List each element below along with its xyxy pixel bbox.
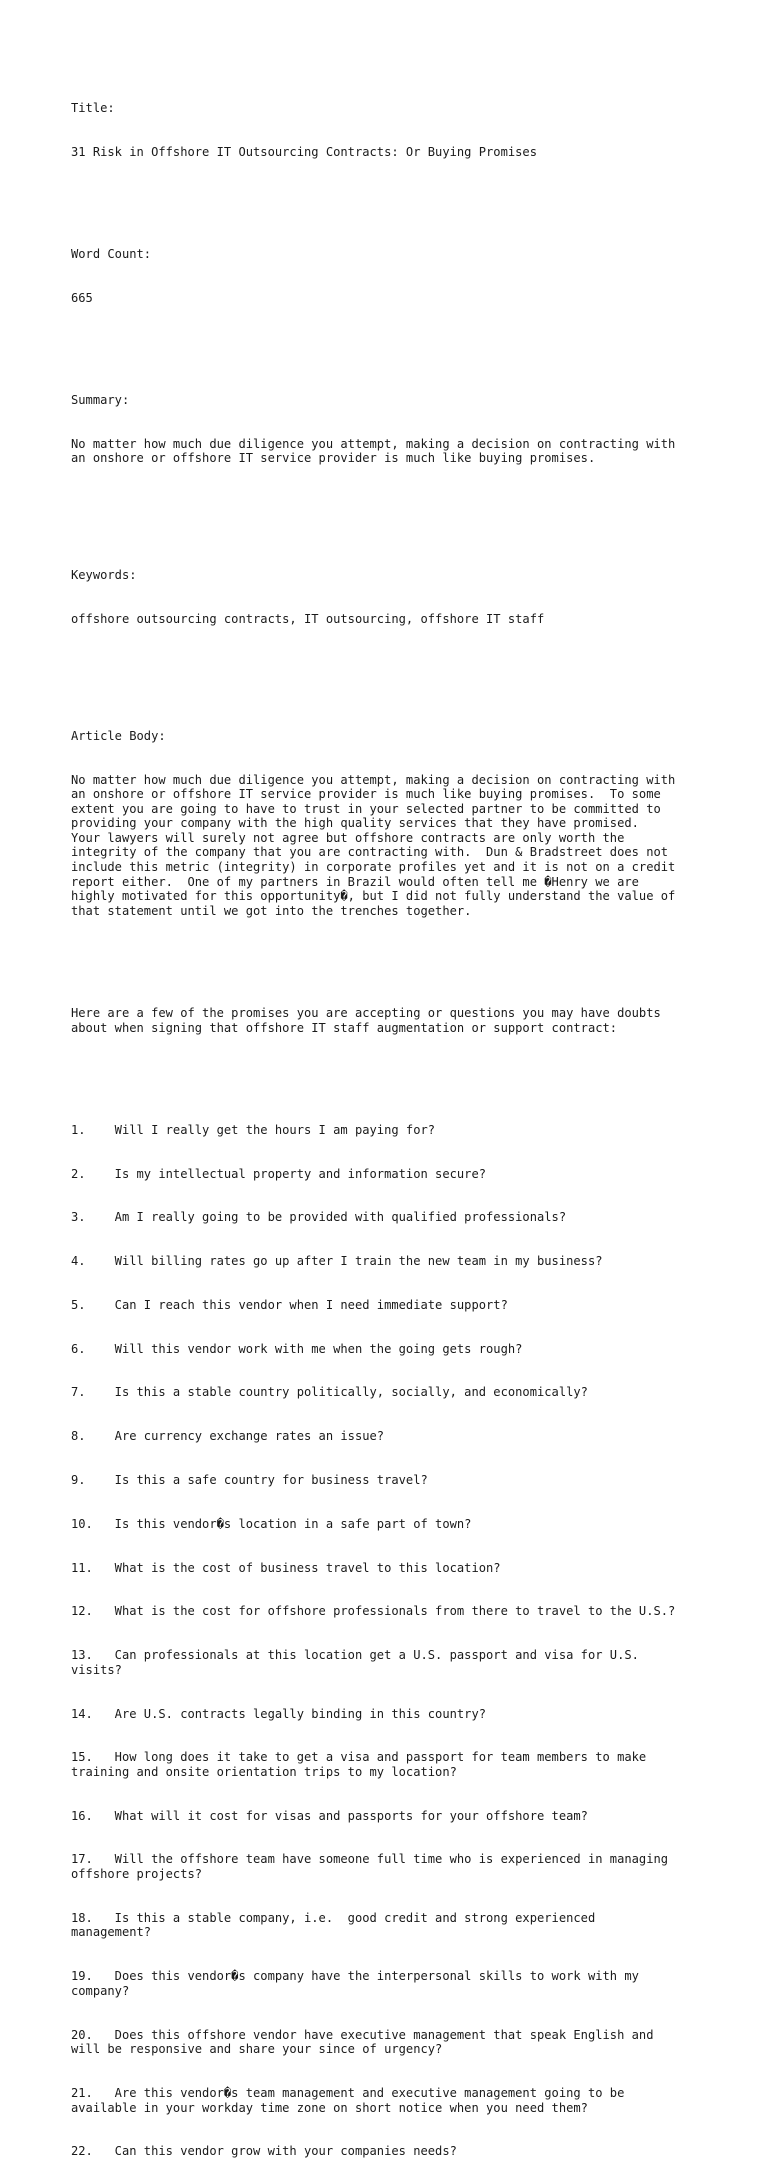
keywords-label: Keywords: bbox=[71, 568, 137, 583]
question-item: 9. Is this a safe country for business travel? bbox=[71, 1473, 428, 1487]
question-item: 6. Will this vendor work with me when the going gets rough? bbox=[71, 1341, 523, 1356]
question-item: 13. Can professionals at this location get a U.S. passport and visa for U.S. visits? bbox=[71, 1648, 639, 1677]
question-item: 18. Is this a stable company, i.e. good credit and strong experienced management? bbox=[71, 1910, 596, 1940]
question-item: 22. Can this vendor grow with your companies needs? bbox=[71, 2144, 457, 2159]
title-label: Title: bbox=[71, 101, 115, 116]
question-item: 16. What will it cost for visas and passports for your offshore team? bbox=[71, 1808, 588, 1823]
question-item: 11. What is the cost of business travel to this location? bbox=[71, 1560, 501, 1575]
question-item: 15. How long does it take to get a visa and passport for team members to make training and onsite orientation trips to my location? bbox=[71, 1750, 647, 1779]
question-item: 2. Is my intellectual property and information secure? bbox=[71, 1166, 487, 1181]
keywords-text: offshore outsourcing contracts, IT outsourcing, offshore IT staff bbox=[71, 611, 545, 626]
word-count-value: 665 bbox=[71, 290, 93, 305]
question-item: 17. Will the offshore team have someone full time who is experienced in managing offshore projects? bbox=[71, 1852, 669, 1882]
question-item: 19. Does this vendor�s company have the interpersonal skills to work with my company? bbox=[71, 1969, 639, 1998]
document-body bbox=[71, 72, 731, 2174]
spacer bbox=[71, 948, 731, 963]
spacer bbox=[71, 495, 731, 524]
question-item: 4. Will billing rates go up after I train the new team in my business? bbox=[71, 1254, 603, 1269]
question-item: 12. What is the cost for offshore professionals from there to travel to the U.S.? bbox=[71, 1604, 676, 1619]
question-item: 7. Is this a stable country politically, socially, and economically? bbox=[71, 1385, 588, 1400]
question-item: 3. Am I really going to be provided with qualified professionals? bbox=[71, 1210, 567, 1225]
title-text: 31 Risk in Offshore IT Outsourcing Contracts: Or Buying Promises bbox=[71, 144, 537, 159]
summary-label: Summary: bbox=[71, 393, 130, 408]
spacer bbox=[71, 189, 731, 204]
question-item: 5. Can I reach this vendor when I need immediate support? bbox=[71, 1297, 508, 1312]
question-item: 20. Does this offshore vendor have executive management that speak English and will be responsive and share your since of urgency? bbox=[71, 2027, 654, 2057]
spacer bbox=[71, 656, 731, 685]
question-item: 1. Will I really get the hours I am paying for? bbox=[71, 1122, 436, 1137]
article-paragraph-2: Here are a few of the promises you are accepting or questions you may have doubts about when signing that offshore IT staff augmentation or support contract: bbox=[71, 1006, 661, 1035]
summary-text: No matter how much due diligence you attempt, making a decision on contracting with an onshore or offshore IT service provider is much like buying promises. bbox=[71, 436, 676, 466]
word-count-label: Word Count: bbox=[71, 247, 152, 262]
spacer bbox=[71, 335, 731, 350]
question-item: 10. Is this vendor�s location in a safe part of town? bbox=[71, 1516, 472, 1531]
question-item: 14. Are U.S. contracts legally binding in this country? bbox=[71, 1706, 487, 1721]
question-item: 21. Are this vendor�s team management and executive management going to be available in your workday time zone on short notice when you need them? bbox=[71, 2085, 625, 2115]
article-body-label: Article Body: bbox=[71, 728, 166, 743]
question-item: 8. Are currency exchange rates an issue? bbox=[71, 1429, 385, 1444]
article-paragraph-1: No matter how much due diligence you attempt, making a decision on contracting with an onshore or offshore IT service provider is much like buying promises. To some extent you are going to have to trust in your selected partner to be committed to providing your company with the high quality services that they have promised. Your lawyers will surely not agree but offshore contracts are only worth the integrity of the company that you are contracting with. Dun & Bradstreet does not include this metric (integrity) in corporate profiles yet and it is not on a credit report either. One of my partners in Brazil would often tell me �Henry we are highly motivated for this opportunity�, but I did not fully understand the value of that statement until we got into the trenches together. bbox=[71, 772, 676, 918]
spacer bbox=[71, 1064, 731, 1079]
